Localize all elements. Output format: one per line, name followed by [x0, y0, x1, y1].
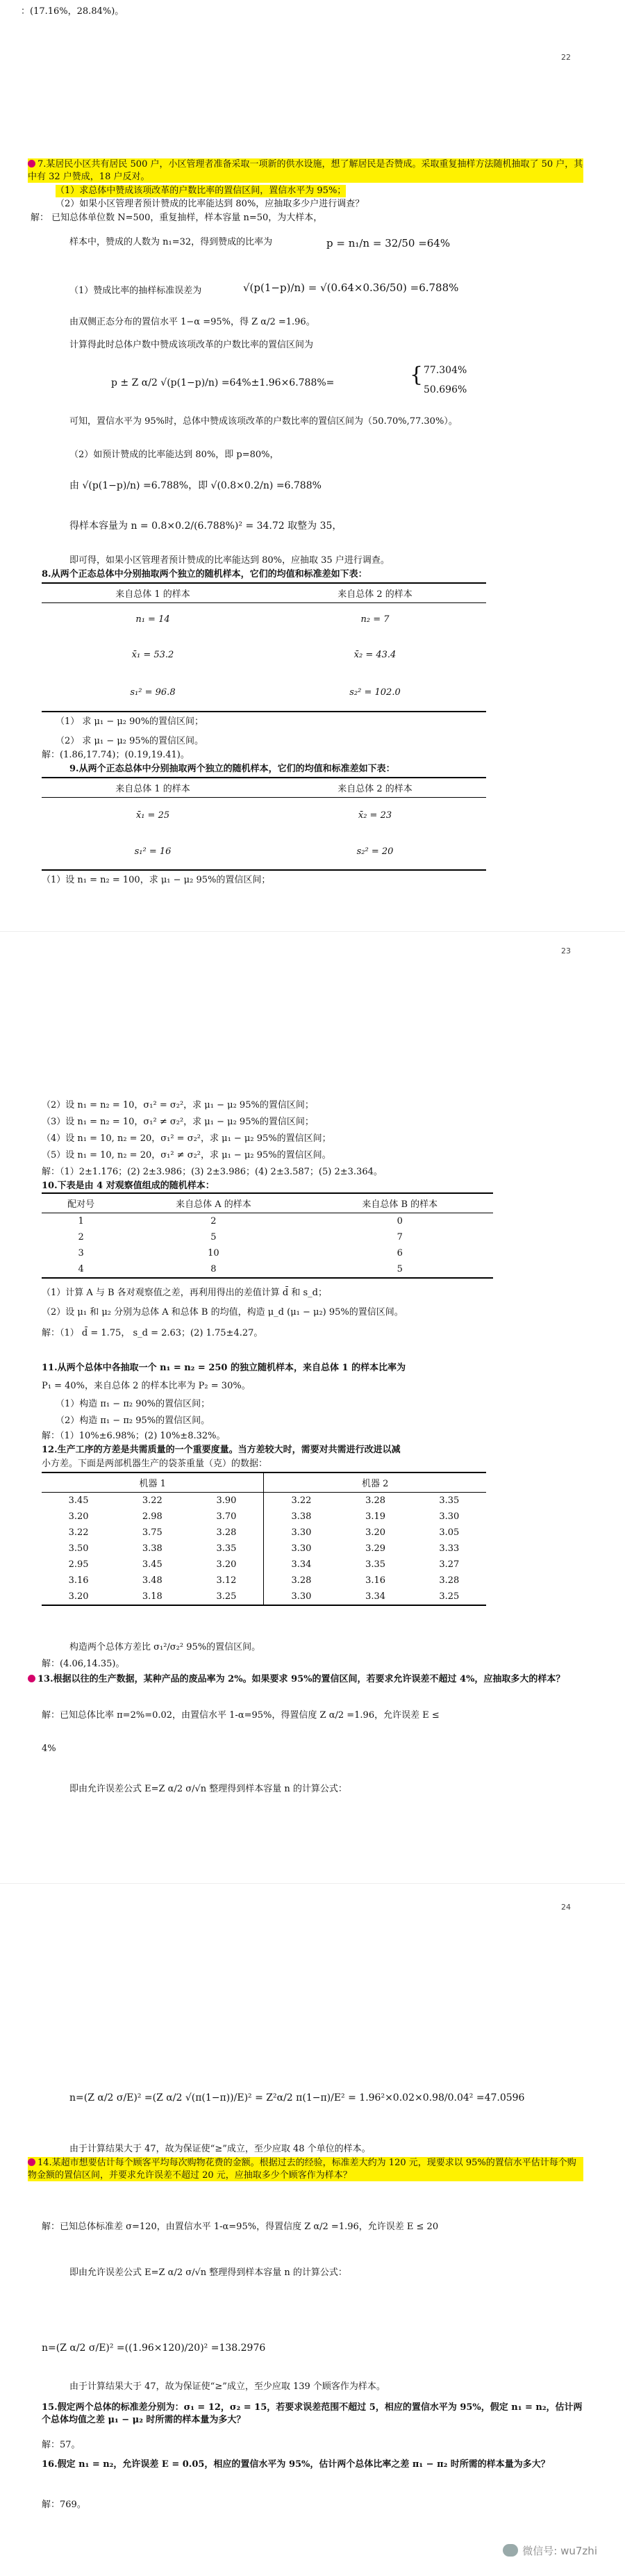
table-cell: 5 [210, 1232, 217, 1242]
table-cell: x̄₁ = 53.2 [131, 650, 174, 660]
q11-answer: 解：（1）10%±6.98%；(2) 10%±8.32%。 [42, 1431, 226, 1441]
q10-title: 10.下表是由 4 对观察值组成的随机样本： [42, 1181, 215, 1191]
table-cell: 3.25 [189, 1589, 264, 1605]
q11-sub2: （2）构造 π₁ − π₂ 95%的置信区间。 [56, 1416, 210, 1426]
q7-sol-intro: 解： 已知总体单位数 N=500，重复抽样，样本容量 n=50，为大样本， [31, 213, 323, 223]
q10-sub1: （1）计算 A 与 B 各对观察值之差，再利用得出的差值计算 d̄ 和 s_d； [42, 1288, 327, 1298]
q7-part2-line: （2）如预计赞成的比率能达到 80%，即 p=80%， [69, 450, 279, 460]
table-cell: n₁ = 14 [135, 614, 170, 625]
table-cell: 3 [78, 1248, 84, 1258]
table-cell: 2 [78, 1232, 84, 1242]
q7-sub2: （2）如果小区管理者预计赞成的比率能达到 80%，应抽取多少户进行调查？ [56, 199, 365, 209]
table-cell: 3.75 [142, 1527, 162, 1538]
table-cell: x̄₂ = 23 [358, 810, 392, 821]
q12-answer: 解：(4.06,14.35)。 [42, 1659, 125, 1669]
q8-title: 8.从两个正态总体中分别抽取两个独立的随机样本，它们的均值和标准差如下表： [42, 569, 367, 580]
q7-conclusion2: 即可得，如果小区管理者预计赞成的比率能达到 80%，应抽取 35 户进行调查。 [69, 555, 390, 566]
q7-z-line: 由双侧正态分布的置信水平 1−α =95%，得 Z α/2 =1.96。 [69, 317, 315, 327]
q13-n-calc: n=(Z α/2 σ/E)² =(Z α/2 √(π(1−π))/E)² = Z²α/2 π(1−π)/E² = 1.96²×0.02×0.98/0.04² =47.0596 [69, 2092, 525, 2103]
q12-machine2-header: 机器 2 [362, 1479, 389, 1489]
watermark: 微信号: wu7zhi [503, 2543, 597, 2558]
table-cell: 3.18 [142, 1591, 162, 1602]
table-cell: 3.30 [439, 1511, 460, 1522]
q10-header: 来自总体 A 的样本 [176, 1199, 251, 1210]
q14-n-calc: n=(Z α/2 σ/E)² =((1.96×120)/20)² =138.2976 [42, 2343, 266, 2354]
q11-title: 11.从两个总体中各抽取一个 n₁ = n₂ = 250 的独立随机样本，来自总体 1 的样本比率为 [42, 1363, 406, 1373]
table-cell: 3.29 [365, 1543, 386, 1554]
table-cell: 1 [78, 1216, 84, 1227]
table-cell: 3.20 [68, 1511, 89, 1522]
wechat-icon [503, 2544, 518, 2557]
q9-header: 来自总体 2 的样本 [338, 784, 412, 794]
table-cell: 2.95 [68, 1559, 89, 1570]
q8-header: 来自总体 1 的样本 [115, 589, 190, 600]
page-separator [0, 1883, 625, 1884]
q9-sub3: （3）设 n₁ = n₂ = 10，σ₁² ≠ σ₂²，求 μ₁ − μ₂ 95%的置信区间； [42, 1117, 314, 1127]
table-cell: 3.20 [68, 1591, 89, 1602]
page-number: 22 [561, 53, 571, 62]
table-cell: 3.38 [291, 1511, 312, 1522]
brace-icon: { [410, 363, 424, 387]
table-row [42, 1509, 486, 1525]
q12-title2: 小方差。下面是两部机器生产的袋茶重量（克）的数据： [42, 1459, 268, 1469]
page-separator [0, 931, 625, 932]
table-cell: 5 [397, 1264, 403, 1274]
table-cell: 3.35 [189, 1541, 264, 1557]
table-cell: 8 [210, 1264, 217, 1274]
table-cell: 3.25 [439, 1591, 460, 1602]
q8-header: 来自总体 2 的样本 [338, 589, 412, 600]
q9-sub5: （5）设 n₁ = 10, n₂ = 20，σ₁² ≠ σ₂²，求 μ₁ − μ₂ 95%的置信区间。 [42, 1150, 331, 1160]
table-cell: 3.28 [291, 1575, 312, 1586]
q8-sub2: （2） 求 μ₁ − μ₂ 95%的置信区间。 [56, 736, 204, 746]
table-cell: 3.22 [142, 1495, 162, 1506]
q8-answer: 解：(1.86,17.74)；(0.19,19.41)。 [42, 750, 190, 760]
table-cell: 2 [210, 1216, 217, 1227]
q8-table [42, 582, 486, 712]
table-cell: 3.33 [439, 1543, 460, 1554]
q14-conclusion: 由于计算结果大于 47，故为保证使“≥”成立，至少应取 139 个顾客作为样本。 [69, 2381, 385, 2392]
table-row [42, 1245, 493, 1261]
table-cell: 3.70 [189, 1509, 264, 1525]
table-row [42, 674, 486, 712]
table-cell: s₂² = 102.0 [349, 687, 401, 698]
page-number: 24 [561, 1903, 571, 1912]
table-cell: s₁² = 96.8 [130, 687, 176, 698]
table-cell: 3.19 [365, 1511, 386, 1522]
q15-answer: 解：57。 [42, 2440, 81, 2450]
table-row [42, 603, 486, 637]
table-row [42, 1261, 493, 1278]
table-row [42, 1541, 486, 1557]
table-cell: 3.27 [439, 1559, 460, 1570]
q11-sub1: （1）构造 π₁ − π₂ 90%的置信区间； [56, 1399, 210, 1409]
q9-sub1: （1）设 n₁ = n₂ = 100，求 μ₁ − μ₂ 95%的置信区间； [42, 875, 271, 885]
q14-formula-line: 即由允许误差公式 E=Z α/2 σ/√n 整理得到样本容量 n 的计算公式： [69, 2267, 347, 2278]
q13-title: 13.根据以往的生产数据，某种产品的废品率为 2%。如果要求 95%的置信区间，若要求允许误差不超过 4%，应抽取多大的样本？ [28, 1673, 583, 1686]
table-cell: 3.05 [439, 1527, 460, 1538]
table-cell: 3.48 [142, 1575, 162, 1586]
table-cell: x̄₁ = 25 [135, 810, 170, 821]
table-row [42, 1589, 486, 1605]
q7-n-calc: 得样本容量为 n = 0.8×0.2/(6.788%)² = 34.72 取整为 35， [69, 520, 342, 532]
q10-answer: 解：（1） d̄ = 1.75， s_d = 2.63；(2) 1.75±4.27。 [42, 1328, 263, 1338]
table-row [42, 1525, 486, 1541]
q9-title: 9.从两个正态总体中分别抽取两个独立的随机样本，它们的均值和标准差如下表： [69, 764, 395, 774]
q7-part2-calc: 由 √(p(1−p)/n) =6.788%，即 √(0.8×0.2/n) =6.788% [69, 480, 322, 491]
q12-table [42, 1472, 486, 1606]
table-row [42, 834, 486, 870]
table-cell: s₁² = 16 [134, 846, 172, 857]
q7-sub1: （1）求总体中赞成该项改革的户数比率的置信区间，置信水平为 95%； [56, 186, 347, 196]
table-cell: 3.30 [291, 1543, 312, 1554]
table-cell: 3.22 [68, 1527, 89, 1538]
prev-answer-tail: ：(17.16%，28.84%)。 [21, 6, 124, 17]
q12-construct: 构造两个总体方差比 σ₁²/σ₂² 95%的置信区间。 [69, 1642, 261, 1652]
q14-title: 14.某超市想要估计每个顾客平均每次购物花费的金额。根据过去的经验，标准差大约为 120 元，现要求以 95%的置信水平估计每个购物金额的置信区间，并要求允许误差不超过 20 元，应抽取多少个顾客作为样本？ [28, 2157, 583, 2181]
q13-sol1b: 4% [42, 1744, 56, 1754]
table-cell: 3.28 [365, 1495, 386, 1506]
table-row [42, 798, 486, 834]
table-row [42, 1557, 486, 1573]
table-cell: 3.34 [365, 1591, 386, 1602]
table-row [42, 1493, 486, 1509]
bullet-icon [28, 1675, 35, 1682]
q14-sol1: 解：已知总体标准差 σ=120，由置信水平 1-α=95%，得置信度 Z α/2 =1.96，允许误差 E ≤ 20 [42, 2222, 439, 2232]
q9-sub4: （4）设 n₁ = 10, n₂ = 20，σ₁² = σ₂²，求 μ₁ − μ₂ 95%的置信区间； [42, 1133, 331, 1144]
table-cell: 7 [397, 1232, 403, 1242]
q16-title: 16.假定 n₁ = n₂，允许误差 E = 0.05，相应的置信水平为 95%，估计两个总体比率之差 π₁ − π₂ 时所需的样本量为多大？ [42, 2459, 550, 2470]
q7-ci-lower: 50.696% [424, 384, 467, 395]
q7-ci-label: 计算得此时总体户数中赞成该项改革的户数比率的置信区间为 [69, 340, 314, 350]
table-cell: 3.35 [439, 1495, 460, 1506]
table-cell: 3.16 [68, 1575, 89, 1586]
table-cell: 3.20 [365, 1527, 386, 1538]
table-cell: 3.35 [365, 1559, 386, 1570]
table-cell: 3.16 [365, 1575, 386, 1586]
q13-sol1: 解：已知总体比率 π=2%=0.02，由置信水平 1-α=95%，得置信度 Z α/2 =1.96，允许误差 E ≤ [42, 1710, 440, 1721]
q8-sub1: （1） 求 μ₁ − μ₂ 90%的置信区间； [56, 716, 204, 727]
q10-header: 配对号 [67, 1199, 95, 1210]
page-number: 23 [561, 946, 571, 955]
q7-ci-upper: 77.304% [424, 365, 467, 376]
q7-conclusion1: 可知，置信水平为 95%时，总体中赞成该项改革的户数比率的置信区间为（50.70%,77.30%）。 [69, 416, 458, 427]
table-cell: 3.90 [189, 1493, 264, 1509]
table-row [42, 637, 486, 674]
q10-table [42, 1192, 493, 1279]
q13-conclusion: 由于计算结果大于 47，故为保证使“≥”成立，至少应取 48 个单位的样本。 [69, 2144, 371, 2154]
table-cell: 3.50 [68, 1543, 89, 1554]
q9-header: 来自总体 1 的样本 [115, 784, 190, 794]
q11-title2: P₁ = 40%，来自总体 2 的样本比率为 P₂ = 30%。 [42, 1381, 251, 1391]
table-cell: 3.30 [291, 1527, 312, 1538]
q7-sample-line: 样本中，赞成的人数为 n₁=32，得到赞成的比率为 [69, 237, 273, 247]
q7-title: 7.某居民小区共有居民 500 户，小区管理者准备采取一项新的供水设施，想了解居民是否赞成。采取重复抽样方法随机抽取了 50 户，其中有 32 户赞成，18 户反对。 [28, 159, 583, 182]
table-cell: 3.30 [291, 1591, 312, 1602]
q7-se-calc: √(p(1−p)/n) = √(0.64×0.36/50) =6.788% [243, 281, 459, 294]
table-cell: 3.28 [439, 1575, 460, 1586]
table-row [42, 1573, 486, 1589]
q15-title: 15.假定两个总体的标准差分别为：σ₁ = 12，σ₂ = 15，若要求误差范围不超过 5，相应的置信水平为 95%，假定 n₁ = n₂，估计两个总体均值之差 μ₁ − μ₂ 时所需的样本量为多大？ [42, 2402, 583, 2425]
table-cell: 6 [397, 1248, 403, 1258]
table-row [42, 1229, 493, 1245]
table-cell: 3.22 [291, 1495, 312, 1506]
table-cell: 4 [78, 1264, 84, 1274]
q9-table [42, 777, 486, 871]
q10-header: 来自总体 B 的样本 [362, 1199, 438, 1210]
q10-sub2: （2）设 μ₁ 和 μ₂ 分别为总体 A 和总体 B 的均值，构造 μ_d (μ₁ − μ₂) 95%的置信区间。 [42, 1307, 403, 1318]
q7-ci-calc: p ± Z α/2 √(p(1−p)/n) =64%±1.96×6.788%= [111, 377, 335, 388]
bullet-icon [28, 160, 35, 167]
table-row [42, 1213, 493, 1230]
q9-sub2: （2）设 n₁ = n₂ = 10，σ₁² = σ₂²，求 μ₁ − μ₂ 95%的置信区间； [42, 1100, 314, 1110]
q9-answer: 解：（1）2±1.176；(2) 2±3.986；(3) 2±3.986；(4) 2±3.587；(5) 2±3.364。 [42, 1167, 383, 1177]
q12-title: 12.生产工序的方差是共需质量的一个重要度量。当方差较大时，需要对共需进行改进以减 [42, 1445, 401, 1455]
table-cell: 0 [397, 1216, 403, 1227]
table-cell: 3.38 [142, 1543, 162, 1554]
table-cell: 3.45 [68, 1495, 89, 1506]
q7-p-calc: p = n₁/n = 32/50 =64% [326, 237, 451, 249]
table-cell: 3.34 [291, 1559, 312, 1570]
table-cell: 10 [208, 1248, 219, 1258]
table-cell: 3.20 [189, 1557, 264, 1573]
table-cell: 3.12 [189, 1573, 264, 1589]
table-cell: n₂ = 7 [360, 614, 390, 625]
table-cell: x̄₂ = 43.4 [353, 650, 397, 660]
q13-formula-line: 即由允许误差公式 E=Z α/2 σ/√n 整理得到样本容量 n 的计算公式： [69, 1784, 347, 1794]
table-cell: 3.45 [142, 1559, 162, 1570]
table-cell: 2.98 [142, 1511, 162, 1522]
bullet-icon [28, 2158, 35, 2166]
q16-answer: 解：769。 [42, 2500, 86, 2510]
table-cell: s₂² = 20 [356, 846, 394, 857]
table-cell: 3.28 [189, 1525, 264, 1541]
q7-se-label: （1）赞成比率的抽样标准误差为 [69, 286, 202, 296]
q12-machine1-header: 机器 1 [42, 1472, 264, 1493]
